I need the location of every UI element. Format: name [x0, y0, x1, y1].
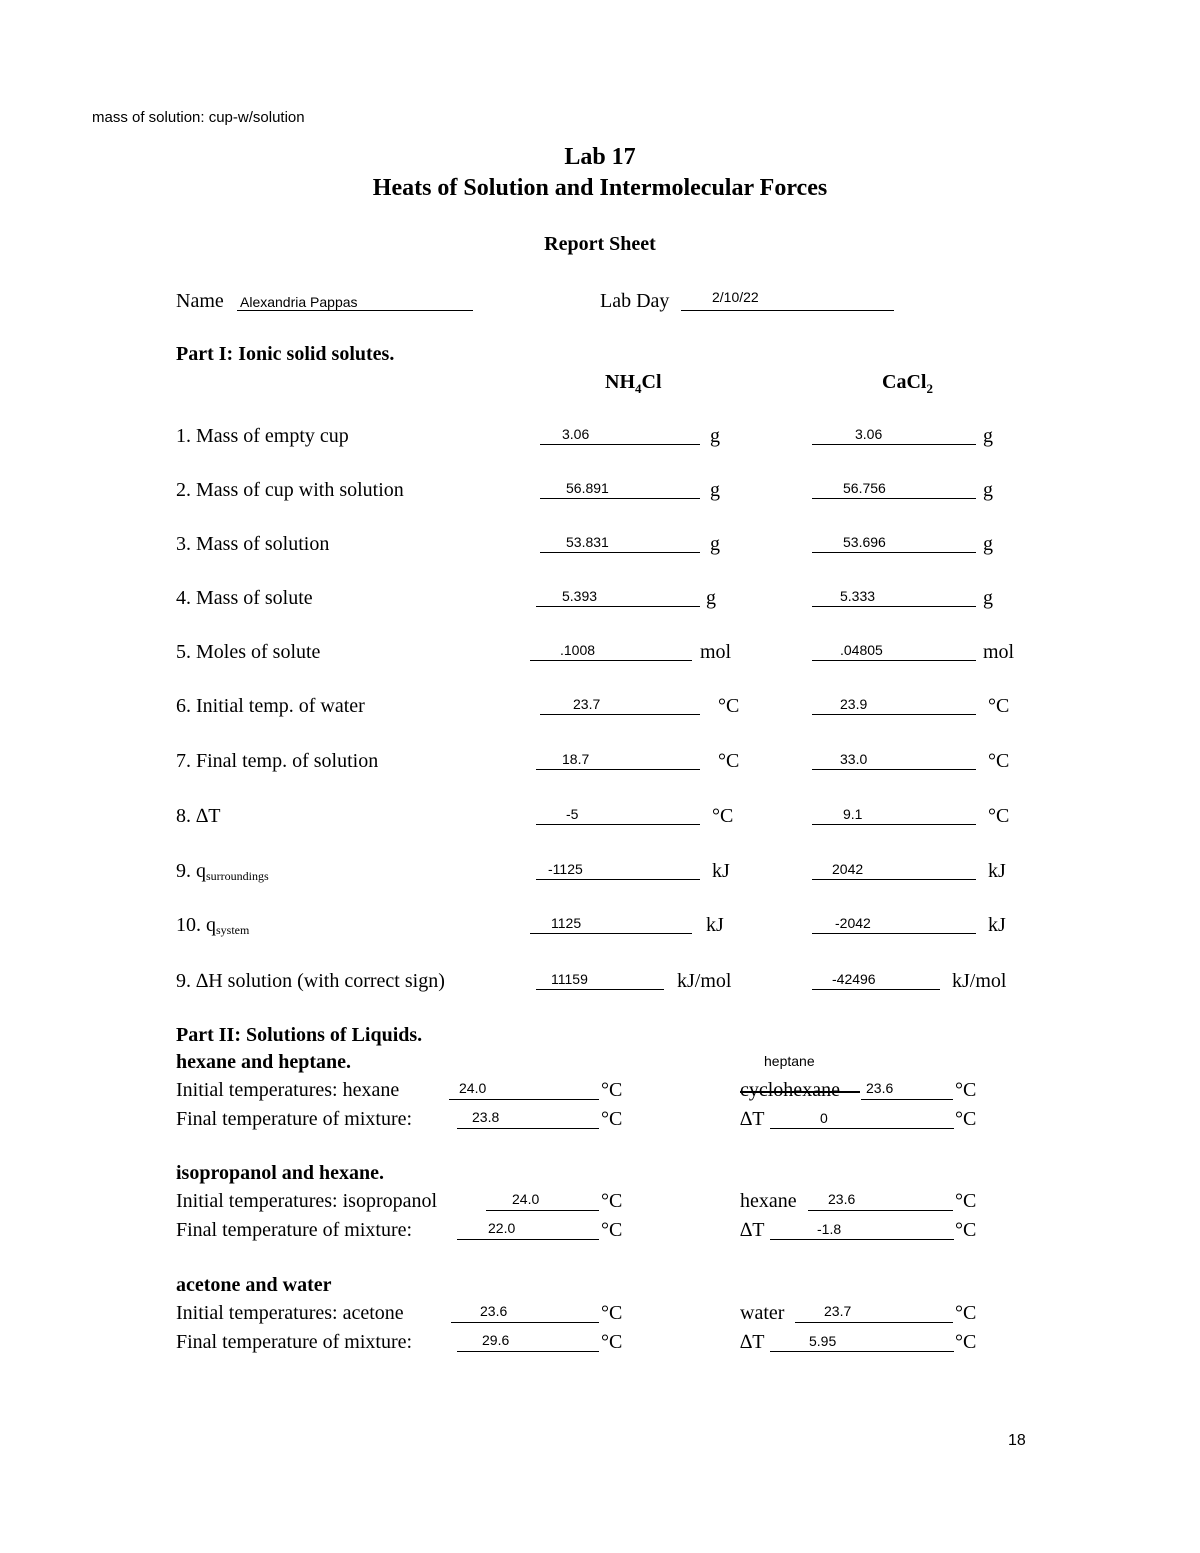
lab-day-value: 2/10/22	[712, 289, 759, 305]
nh4cl-answer-field[interactable]	[540, 530, 700, 553]
cacl2-column-header: CaCl$_2$	[882, 371, 933, 396]
nh4cl-unit: °C	[718, 750, 740, 772]
celsius-unit: °C	[601, 1108, 623, 1130]
part1-row-label: 9. qsurroundings	[176, 860, 269, 883]
delta-t-label: ∆T	[740, 1108, 765, 1130]
second-temp-value: 23.6	[828, 1191, 856, 1207]
nh4cl-unit: kJ	[706, 914, 724, 936]
nh4cl-unit: °C	[712, 805, 734, 827]
nh4cl-answer-value: 11159	[551, 971, 588, 987]
part1-row-label: 6. Initial temp. of water	[176, 695, 365, 717]
strikethrough-line	[740, 1091, 860, 1093]
name-value: Alexandria Pappas	[240, 294, 358, 310]
report-sheet-heading: Report Sheet	[544, 233, 656, 255]
part2-section-title: isopropanol and hexane.	[176, 1162, 385, 1184]
nh4cl-answer-field[interactable]	[530, 638, 692, 661]
lab-number: Lab 17	[564, 144, 636, 170]
nh4cl-answer-value: -5	[566, 806, 579, 822]
nh4cl-answer-value: 18.7	[562, 751, 590, 767]
initial-temp-value: 24.0	[459, 1080, 487, 1096]
nh4cl-unit: g	[706, 587, 716, 609]
initial-temp-field[interactable]	[451, 1300, 599, 1323]
cacl2-unit: °C	[988, 750, 1010, 772]
final-temp-field[interactable]	[457, 1329, 599, 1352]
delta-t-value: 5.95	[809, 1333, 837, 1349]
delta-t-label: ∆T	[740, 1219, 765, 1241]
part1-row-label: 7. Final temp. of solution	[176, 750, 379, 772]
page-number: 18	[1008, 1432, 1026, 1449]
name-label: Name	[176, 290, 224, 312]
lab-title: Heats of Solution and Intermolecular Forces	[372, 175, 828, 201]
part2-heading: Part II: Solutions of Liquids.	[176, 1024, 423, 1046]
celsius-unit: °C	[955, 1219, 977, 1241]
celsius-unit: °C	[955, 1190, 977, 1212]
delta-t-value: -1.8	[817, 1221, 842, 1237]
part1-row-label: 3. Mass of solution	[176, 533, 330, 555]
initial-temp-label: Initial temperatures: acetone	[176, 1302, 404, 1324]
final-temp-value: 23.8	[472, 1109, 500, 1125]
cacl2-answer-field[interactable]	[812, 638, 976, 661]
celsius-unit: °C	[955, 1331, 977, 1353]
celsius-unit: °C	[601, 1079, 623, 1101]
part1-row-label: 2. Mass of cup with solution	[176, 479, 404, 501]
nh4cl-answer-value: .1008	[560, 642, 596, 658]
nh4cl-column-header: $NH_4Cl$	[605, 371, 662, 396]
cacl2-answer-field[interactable]	[812, 584, 976, 607]
delta-t-field[interactable]	[770, 1217, 954, 1240]
cacl2-answer-field[interactable]	[812, 747, 976, 770]
nh4cl-answer-value: 5.393	[562, 588, 598, 604]
cacl2-answer-value: 53.696	[843, 534, 886, 550]
part1-row-label: 1. Mass of empty cup	[176, 425, 349, 447]
cacl2-answer-value: 33.0	[840, 751, 868, 767]
second-temp-label: cyclohexane	[740, 1079, 840, 1101]
celsius-unit: °C	[601, 1331, 623, 1353]
cacl2-answer-value: 5.333	[840, 588, 876, 604]
nh4cl-answer-field[interactable]	[536, 747, 700, 770]
nh4cl-unit: g	[710, 425, 720, 447]
cacl2-answer-field[interactable]	[812, 802, 976, 825]
nh4cl-answer-value: 56.891	[566, 480, 609, 496]
second-temp-field[interactable]	[795, 1300, 953, 1323]
initial-temp-value: 24.0	[512, 1191, 540, 1207]
nh4cl-unit: kJ/mol	[677, 970, 732, 992]
cacl2-answer-value: 3.06	[855, 426, 883, 442]
cacl2-answer-value: 23.9	[840, 696, 868, 712]
lab-day-label: Lab Day	[600, 290, 670, 312]
cacl2-unit: g	[983, 479, 993, 501]
cacl2-unit: kJ	[988, 914, 1006, 936]
nh4cl-unit: g	[710, 479, 720, 501]
cacl2-answer-value: 56.756	[843, 480, 886, 496]
nh4cl-unit: mol	[700, 641, 732, 663]
celsius-unit: °C	[955, 1079, 977, 1101]
second-temp-label: water	[740, 1302, 785, 1324]
part1-row-label: 9. ∆H solution (with correct sign)	[176, 970, 445, 992]
part2-section-title: hexane and heptane.	[176, 1051, 352, 1073]
nh4cl-answer-value: -1125	[548, 861, 583, 877]
final-temp-value: 29.6	[482, 1332, 510, 1348]
cacl2-answer-value: 9.1	[843, 806, 863, 822]
nh4cl-unit: °C	[718, 695, 740, 717]
final-temp-field[interactable]	[457, 1217, 599, 1240]
celsius-unit: °C	[955, 1108, 977, 1130]
second-temp-value: 23.6	[866, 1080, 894, 1096]
nh4cl-answer-value: 53.831	[566, 534, 609, 550]
cacl2-unit: kJ/mol	[952, 970, 1007, 992]
nh4cl-answer-field[interactable]	[540, 692, 700, 715]
final-temp-value: 22.0	[488, 1220, 516, 1236]
nh4cl-answer-field[interactable]	[540, 476, 700, 499]
part1-row-label: 8. ∆T	[176, 805, 221, 827]
cacl2-unit: g	[983, 533, 993, 555]
cacl2-answer-field[interactable]	[812, 530, 976, 553]
celsius-unit: °C	[601, 1302, 623, 1324]
cacl2-answer-field[interactable]	[812, 692, 976, 715]
celsius-unit: °C	[601, 1190, 623, 1212]
part1-row-label: 4. Mass of solute	[176, 587, 313, 609]
delta-t-value: 0	[820, 1110, 828, 1126]
nh4cl-answer-field[interactable]	[536, 584, 700, 607]
cacl2-answer-value: .04805	[840, 642, 883, 658]
cacl2-answer-value: -42496	[832, 971, 876, 987]
part1-row-label: 10. qsystem	[176, 914, 250, 937]
initial-temp-label: Initial temperatures: hexane	[176, 1079, 400, 1101]
cacl2-unit: °C	[988, 805, 1010, 827]
initial-temp-field[interactable]	[486, 1188, 599, 1211]
part1-row-label: 5. Moles of solute	[176, 641, 321, 663]
initial-temp-label: Initial temperatures: isopropanol	[176, 1190, 438, 1212]
delta-t-field[interactable]	[770, 1106, 954, 1129]
delta-t-field[interactable]	[770, 1329, 954, 1352]
cacl2-unit: kJ	[988, 860, 1006, 882]
celsius-unit: °C	[601, 1219, 623, 1241]
final-temp-label: Final temperature of mixture:	[176, 1108, 413, 1130]
second-temp-value: 23.7	[824, 1303, 852, 1319]
handwritten-correction: heptane	[764, 1053, 815, 1069]
cacl2-unit: °C	[988, 695, 1010, 717]
initial-temp-value: 23.6	[480, 1303, 508, 1319]
part1-heading: Part I: Ionic solid solutes.	[176, 343, 395, 365]
cacl2-answer-field[interactable]	[812, 476, 976, 499]
top-annotation: mass of solution: cup-w/solution	[92, 109, 305, 126]
nh4cl-unit: g	[710, 533, 720, 555]
nh4cl-answer-value: 1125	[551, 915, 582, 931]
nh4cl-answer-value: 3.06	[562, 426, 590, 442]
nh4cl-answer-field[interactable]	[536, 802, 700, 825]
part2-section-title: acetone and water	[176, 1274, 332, 1296]
final-temp-label: Final temperature of mixture:	[176, 1219, 413, 1241]
nh4cl-unit: kJ	[712, 860, 730, 882]
cacl2-unit: g	[983, 587, 993, 609]
nh4cl-answer-value: 23.7	[573, 696, 601, 712]
celsius-unit: °C	[955, 1302, 977, 1324]
cacl2-unit: mol	[983, 641, 1015, 663]
delta-t-label: ∆T	[740, 1331, 765, 1353]
cacl2-answer-value: -2042	[835, 915, 871, 931]
cacl2-answer-field[interactable]	[812, 422, 976, 445]
cacl2-answer-value: 2042	[832, 861, 864, 877]
final-temp-label: Final temperature of mixture:	[176, 1331, 413, 1353]
cacl2-unit: g	[983, 425, 993, 447]
second-temp-label: hexane	[740, 1190, 797, 1212]
